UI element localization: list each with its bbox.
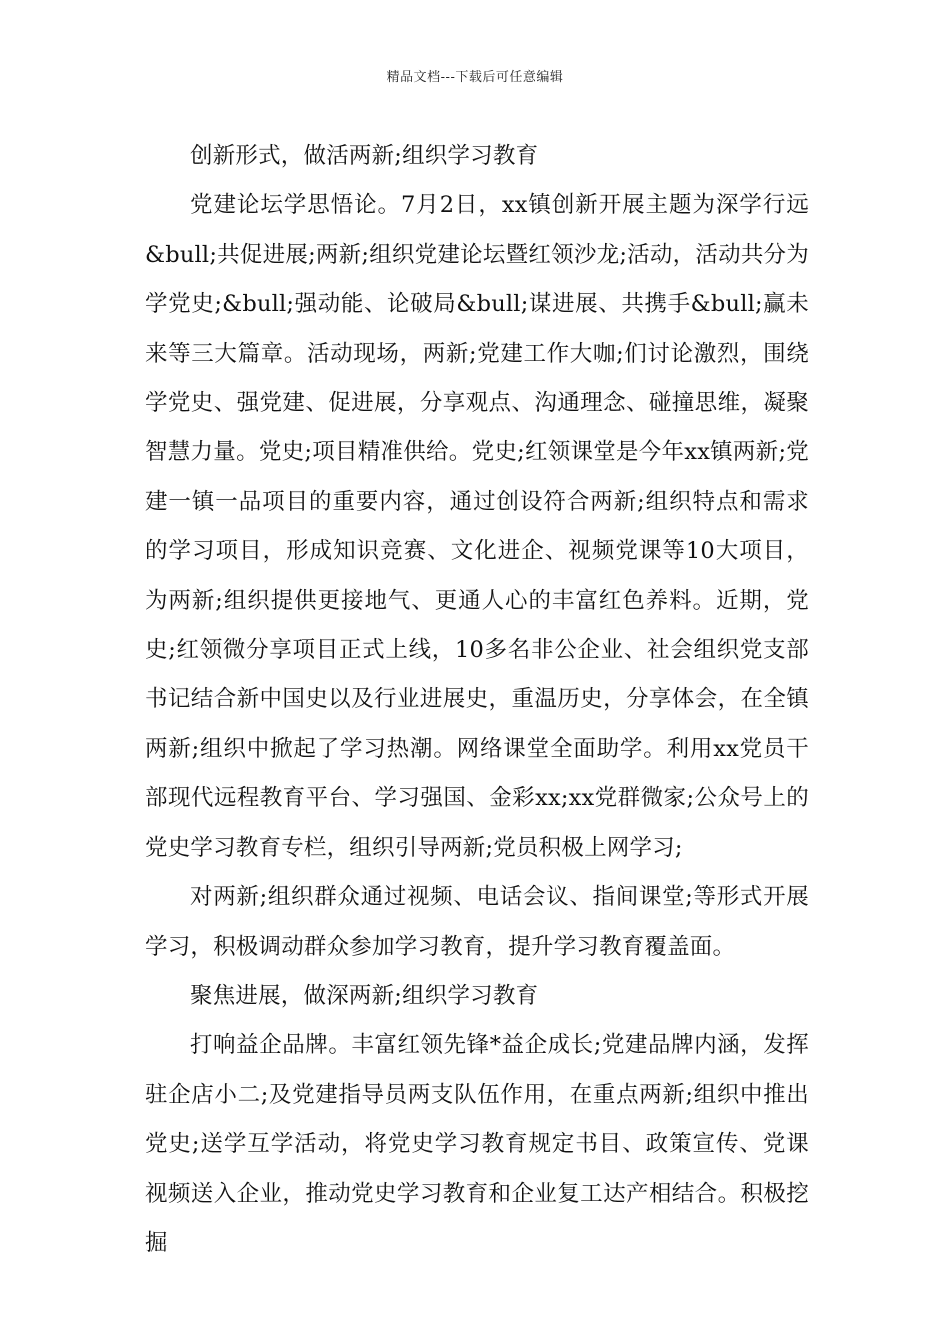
section-heading-focus: 聚焦进展，做深两新;组织学习教育 <box>190 982 539 1009</box>
page-header: 精品文档---下载后可任意编辑 <box>386 70 564 85</box>
body-paragraph-coverage: 对两新;组织群众通过视频、电话会议、指间课堂;等形式开展学习，积极调动群众参加学习教育，提升学习教育覆盖面。 <box>145 884 809 960</box>
document-body <box>145 132 809 1268</box>
body-paragraph-brand: 打响益企品牌。丰富红领先锋*益企成长;党建品牌内涵，发挥驻企店小二;及党建指导员两支队伍作用，在重点两新;组织中推出党史;送学互学活动，将党史学习教育规定书目、政策宣传、党课视频送入企业，推动党史学习教育和企业复工达产相结合。积极挖掘 <box>145 1032 809 1256</box>
body-paragraph-forum: 党建论坛学思悟论。7月2日，xx镇创新开展主题为深学行远&bull;共促进展;两新;组织党建论坛暨红领沙龙;活动，活动共分为学党史;&bull;强动能、论破局&bull;谋进展、共携手&bull;赢未来等三大篇章。活动现场，两新;党建工作大咖;们讨论激烈，围绕学党史、强党建、促进展，分享观点、沟通理念、碰撞思维，凝聚智慧力量。党史;项目精准供给。党史;红领课堂是今年xx镇两新;党建一镇一品项目的重要内容，通过创设符合两新;组织特点和需求的学习项目，形成知识竞赛、文化进企、视频党课等10大项目，为两新;组织提供更接地气、更通人心的丰富红色养料。近期，党史;红领微分享项目正式上线，10多名非公企业、社会组织党支部书记结合新中国史以及行业进展史，重温历史，分享体会，在全镇两新;组织中掀起了学习热潮。网络课堂全面助学。利用xx党员干部现代远程教育平台、学习强国、金彩xx;xx党群微家;公众号上的党史学习教育专栏，组织引导两新;党员积极上网学习; <box>145 192 809 861</box>
section-heading-innovation: 创新形式，做活两新;组织学习教育 <box>190 143 539 169</box>
